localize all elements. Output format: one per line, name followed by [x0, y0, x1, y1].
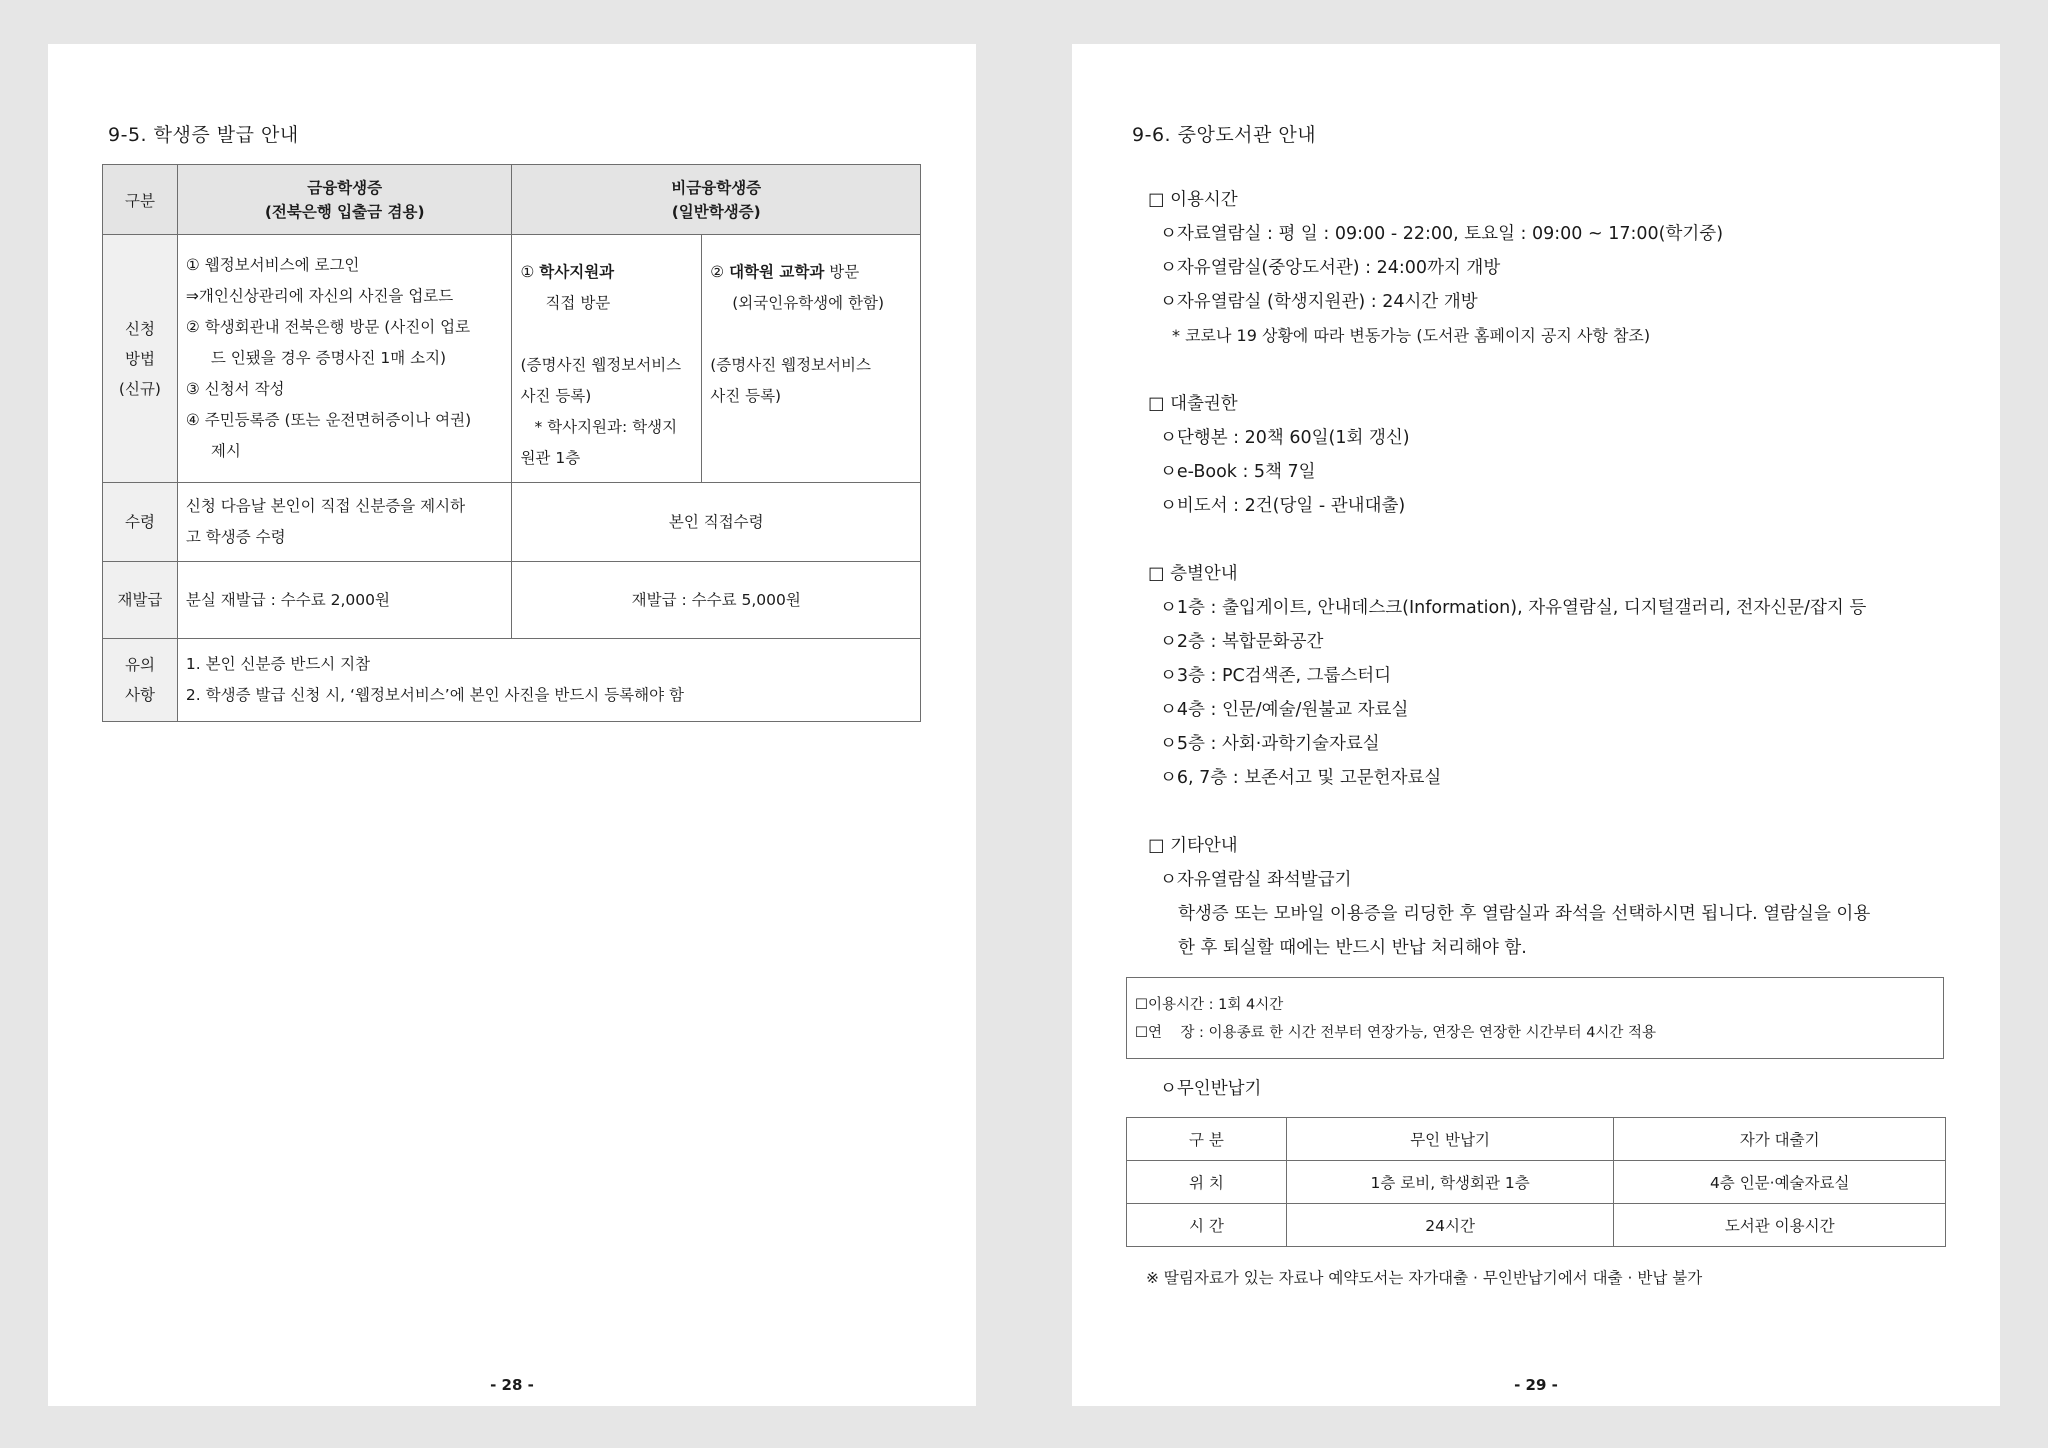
footnote: ※ 딸림자료가 있는 자료나 예약도서는 자가대출 · 무인반납기에서 대출 · 반납 불가 [1146, 1269, 1703, 1287]
hours-note: * 코로나 19 상황에 따라 변동가능 (도서관 홈페이지 공지 사항 참조) [1172, 326, 1651, 345]
header-category: 구분 [103, 165, 178, 235]
floor-item: ㅇ3층 : PC검색존, 그룹스터디 [1160, 666, 1392, 686]
page-28 [48, 44, 976, 1406]
loan-item: ㅇ단행본 : 20책 60일(1회 갱신) [1160, 428, 1410, 448]
receive-general: 본인 직접수령 [512, 483, 921, 562]
student-card-table [102, 164, 921, 722]
return-title: ㅇ무인반납기 [1160, 1079, 1262, 1099]
floor-item: ㅇ4층 : 인문/예술/원불교 자료실 [1160, 700, 1409, 720]
hours-section [1148, 183, 1723, 353]
hours-item: ㅇ자유열람실(중앙도서관) : 24:00까지 개방 [1160, 258, 1501, 278]
table-cell: 4층 인문·예술자료실 [1614, 1161, 1946, 1204]
floor-item: ㅇ6, 7층 : 보존서고 및 고문헌자료실 [1160, 768, 1442, 788]
apply-general-grad: ② 대학원 교학과 방문 (외국인유학생에 한함) (증명사진 웹정보서비스 사진 등록) [702, 235, 921, 483]
table-cell: 24시간 [1286, 1204, 1614, 1247]
hours-item: ㅇ자유열람실 (학생지원관) : 24시간 개방 [1160, 292, 1478, 312]
row-header-reissue: 재발급 [103, 562, 178, 639]
etc-title: □ 기타안내 [1148, 836, 1238, 856]
hours-title: □ 이용시간 [1148, 190, 1238, 210]
etc-section [1148, 829, 1870, 965]
floor-item: ㅇ1층 : 출입게이트, 안내데스크(Information), 자유열람실, 디지털갤러리, 전자신문/잡지 등 [1160, 598, 1867, 618]
table-cell: 1층 로비, 학생회관 1층 [1286, 1161, 1614, 1204]
table-header: 자가 대출기 [1614, 1118, 1946, 1161]
page-number: - 29 - [1514, 1376, 1558, 1394]
seat-info-box [1126, 977, 1944, 1059]
seat-desc: 학생증 또는 모바일 이용증을 리딩한 후 열람실과 좌석을 선택하시면 됩니다. 열람실을 이용 [1178, 904, 1871, 924]
loan-section [1148, 387, 1410, 523]
seat-hours: ☐이용시간 : 1회 4시간 [1135, 997, 1284, 1013]
table-header: 구 분 [1127, 1118, 1287, 1161]
floor-item: ㅇ2층 : 복합문화공간 [1160, 632, 1324, 652]
row-header-receive: 수령 [103, 483, 178, 562]
loan-item: ㅇe-Book : 5책 7일 [1160, 462, 1316, 482]
page-29 [1072, 44, 2000, 1406]
table-cell: 위 치 [1127, 1161, 1287, 1204]
section-heading: 9-5. 학생증 발급 안내 [108, 124, 299, 146]
loan-title: □ 대출권한 [1148, 394, 1238, 414]
apply-financial-steps: ① 웹정보서비스에 로그인 ⇒개인신상관리에 자신의 사진을 업로드 ② 학생회관내 전북은행 방문 (사진이 업로 드 인됐을 경우 증명사진 1매 소지) ③ 신청서 작성 ④ 주민등록증 (또는 운전면허증이나 여권) 제시 [177, 235, 512, 483]
hours-item: ㅇ자료열람실 : 평 일 : 09:00 - 22:00, 토요일 : 09:00 ~ 17:00(학기중) [1160, 224, 1724, 244]
table-cell: 도서관 이용시간 [1614, 1204, 1946, 1247]
floor-item: ㅇ5층 : 사회·과학기술자료실 [1160, 734, 1380, 754]
notes-content: 1. 본인 신분증 반드시 지참 2. 학생증 발급 신청 시, ‘웹정보서비스’에 본인 사진을 반드시 등록해야 함 [177, 639, 920, 722]
header-financial-card: 금융학생증 (전북은행 입출금 겸용) [177, 165, 512, 235]
row-header-notes: 유의 사항 [103, 639, 178, 722]
receive-financial: 신청 다음날 본인이 직접 신분증을 제시하 고 학생증 수령 [177, 483, 512, 562]
row-header-apply: 신청 방법 (신규) [103, 235, 178, 483]
floor-title: □ 층별안내 [1148, 564, 1238, 584]
loan-item: ㅇ비도서 : 2건(당일 - 관내대출) [1160, 496, 1406, 516]
header-general-card: 비금융학생증 (일반학생증) [512, 165, 921, 235]
table-header: 무인 반납기 [1286, 1118, 1614, 1161]
return-machine-table [1126, 1117, 1946, 1247]
apply-general-undergrad: ① 학사지원과 직접 방문 (증명사진 웹정보서비스 사진 등록) * 학사지원과: 학생지 원관 1층 [512, 235, 702, 483]
seat-extension: ☐연 장 : 이용종료 한 시간 전부터 연장가능, 연장은 연장한 시간부터 4시간 적용 [1135, 1025, 1657, 1041]
seat-desc: 한 후 퇴실할 때에는 반드시 반납 처리해야 함. [1178, 938, 1527, 958]
section-heading: 9-6. 중앙도서관 안내 [1132, 124, 1317, 146]
page-number: - 28 - [490, 1376, 534, 1394]
reissue-financial: 분실 재발급 : 수수료 2,000원 [177, 562, 512, 639]
reissue-general: 재발급 : 수수료 5,000원 [512, 562, 921, 639]
floor-section [1148, 557, 1866, 795]
seat-title: ㅇ자유열람실 좌석발급기 [1160, 870, 1352, 890]
table-cell: 시 간 [1127, 1204, 1287, 1247]
